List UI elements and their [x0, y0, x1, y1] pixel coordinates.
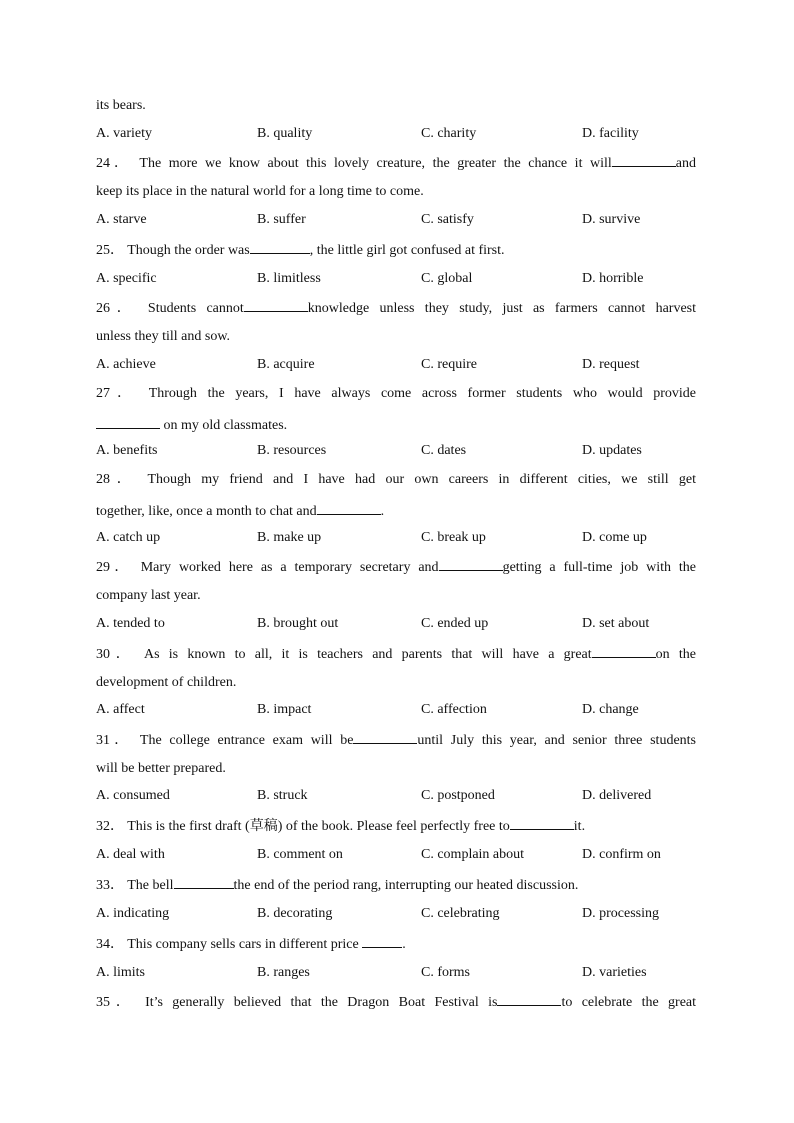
question-text: This company sells cars in different price: [127, 937, 359, 952]
question-30: [96, 646, 696, 662]
answer-blank: [250, 242, 310, 254]
option-b: B. resources: [257, 443, 327, 458]
question-35: [96, 994, 696, 1010]
option-c: C. charity: [421, 126, 477, 141]
options-row-30: [96, 703, 696, 719]
question-text: Though my friend and I have had our own careers in different cities, we still get: [147, 472, 697, 487]
question-number: 25．: [96, 243, 124, 258]
option-d: D. request: [582, 357, 640, 372]
question-text: knowledge unless they study, just as farmers cannot harvest: [307, 301, 697, 316]
continuation-line: its bears.: [96, 98, 146, 113]
option-b: B. decorating: [257, 906, 333, 921]
option-b: B. suffer: [257, 212, 306, 227]
option-c: C. ended up: [421, 616, 489, 631]
option-a: A. benefits: [96, 443, 158, 458]
option-a: A. starve: [96, 212, 147, 227]
option-d: D. set about: [582, 616, 650, 631]
answer-blank: [439, 559, 503, 571]
option-a: A. tended to: [96, 616, 165, 631]
question-number: 27．: [96, 386, 139, 401]
option-d: D. varieties: [582, 965, 647, 980]
option-c: C. complain about: [421, 847, 525, 862]
question-31: [96, 732, 696, 748]
question-24-cont: keep its place in the natural world for a long time to come.: [96, 184, 424, 199]
question-text: The college entrance exam will be: [139, 733, 354, 748]
question-27-cont: [96, 417, 696, 433]
option-d: D. come up: [582, 530, 647, 545]
option-d: D. horrible: [582, 271, 644, 286]
options-row-26: [96, 358, 696, 374]
question-31-cont: will be better prepared.: [96, 761, 226, 776]
question-number: 24．: [96, 156, 133, 171]
option-a: A. affect: [96, 702, 145, 717]
option-b: B. impact: [257, 702, 312, 717]
question-text: and: [675, 156, 697, 171]
question-text: It’s generally believed that the Dragon Boat Festival is: [145, 995, 498, 1010]
option-a: A. catch up: [96, 530, 161, 545]
answer-blank: [317, 503, 381, 515]
option-c: C. satisfy: [421, 212, 474, 227]
question-number: 35．: [96, 995, 136, 1010]
option-b: B. make up: [257, 530, 322, 545]
question-text: As is known to all, it is teachers and parents that will have a great: [143, 647, 592, 662]
options-row-33: [96, 907, 696, 923]
question-34: [96, 936, 696, 952]
options-row-29: [96, 617, 696, 633]
option-b: B. ranges: [257, 965, 310, 980]
question-text: getting a full-time job with the: [502, 560, 697, 575]
options-row-25: [96, 272, 696, 288]
option-d: D. processing: [582, 906, 659, 921]
question-text: Students cannot: [147, 301, 244, 316]
option-a: A. specific: [96, 271, 157, 286]
question-26-cont: unless they till and sow.: [96, 329, 231, 344]
question-text: Mary worked here as a temporary secretary and: [140, 560, 439, 575]
option-d: D. survive: [582, 212, 641, 227]
question-text: it.: [573, 819, 586, 834]
question-number: 30．: [96, 647, 136, 662]
options-row-23: [96, 127, 696, 143]
question-number: 32．: [96, 819, 124, 834]
option-c: C. affection: [421, 702, 487, 717]
answer-blank: [510, 818, 574, 830]
question-32: [96, 818, 696, 834]
question-number: 28．: [96, 472, 138, 487]
question-text: until July this year, and senior three students: [417, 733, 696, 748]
question-28: [96, 473, 696, 487]
question-text: Through the years, I have always come across former students who would provide: [148, 386, 697, 401]
question-29-cont: company last year.: [96, 588, 201, 603]
options-row-34: [96, 966, 696, 982]
question-number: 26．: [96, 301, 138, 316]
question-text: to celebrate the great: [561, 995, 697, 1010]
question-text: on my old classmates.: [163, 418, 288, 433]
option-c: C. break up: [421, 530, 486, 545]
option-a: A. limits: [96, 965, 146, 980]
question-29: [96, 559, 696, 575]
option-d: D. confirm on: [582, 847, 661, 862]
question-24: [96, 155, 696, 171]
option-c: C. postponed: [421, 788, 495, 803]
question-text: , the little girl got confused at first.: [309, 243, 505, 258]
option-c: C. global: [421, 271, 473, 286]
answer-blank: [353, 732, 417, 744]
question-number: 33．: [96, 878, 124, 893]
option-c: C. forms: [421, 965, 470, 980]
option-a: A. deal with: [96, 847, 165, 862]
option-b: B. acquire: [257, 357, 315, 372]
question-text: on the: [655, 647, 696, 662]
option-a: A. indicating: [96, 906, 170, 921]
answer-blank: [362, 936, 402, 948]
options-row-32: [96, 848, 696, 864]
question-text: .: [402, 937, 406, 952]
question-text: .: [380, 504, 385, 519]
options-row-31: [96, 789, 696, 805]
answer-blank: [497, 994, 561, 1006]
question-text: The more we know about this lovely creature, the greater the chance it will: [139, 156, 612, 171]
question-26: [96, 300, 696, 316]
answer-blank: [612, 155, 676, 167]
answer-blank: [592, 646, 656, 658]
options-row-27: [96, 444, 696, 460]
option-a: A. consumed: [96, 788, 170, 803]
question-25: [96, 242, 696, 258]
option-d: D. change: [582, 702, 639, 717]
answer-blank: [244, 300, 308, 312]
options-row-28: [96, 531, 696, 547]
answer-blank: [174, 877, 234, 889]
option-b: B. brought out: [257, 616, 339, 631]
option-b: B. comment on: [257, 847, 343, 862]
question-number: 31．: [96, 733, 133, 748]
option-d: D. updates: [582, 443, 642, 458]
answer-blank: [96, 417, 160, 429]
question-text: together, like, once a month to chat and: [96, 504, 317, 519]
option-a: A. achieve: [96, 357, 156, 372]
question-text: The bell: [127, 878, 174, 893]
option-c: C. require: [421, 357, 477, 372]
question-33: [96, 877, 696, 893]
question-number: 34．: [96, 937, 124, 952]
question-30-cont: development of children.: [96, 675, 237, 690]
option-b: B. struck: [257, 788, 308, 803]
option-d: D. delivered: [582, 788, 652, 803]
question-27: [96, 387, 696, 401]
question-28-cont: [96, 503, 696, 519]
option-c: C. dates: [421, 443, 467, 458]
option-b: B. quality: [257, 126, 313, 141]
option-a: A. variety: [96, 126, 152, 141]
question-text: Though the order was: [127, 243, 250, 258]
option-d: D. facility: [582, 126, 639, 141]
question-text: the end of the period rang, interrupting our heated discussion.: [233, 878, 579, 893]
option-c: C. celebrating: [421, 906, 500, 921]
question-text: This is the first draft (草稿) of the book. Please feel perfectly free to: [127, 819, 510, 834]
options-row-24: [96, 213, 696, 229]
question-number: 29．: [96, 560, 133, 575]
option-b: B. limitless: [257, 271, 321, 286]
